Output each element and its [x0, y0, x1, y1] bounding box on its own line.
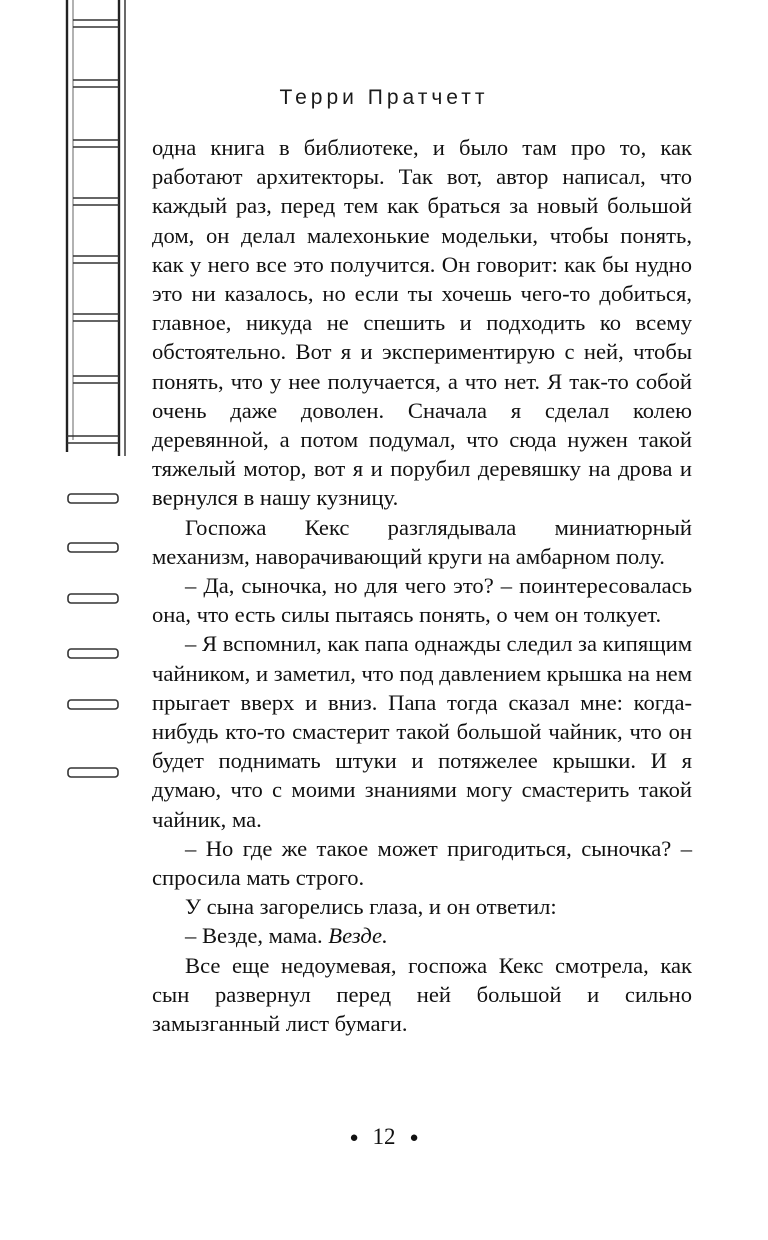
running-head: Терри Пратчетт	[279, 86, 489, 109]
paragraph: одна книга в библиотеке, и было там про то, как работают архитекторы. Так вот, автор написал, что каждый раз, перед тем как браться за новый большой дом, он делал малехонькие модельки, чтобы понять, как у него все это получится. Он говорит: как бы нудно это ни казалось, но если ты хочешь чего-то добиться, главное, никуда не спешить и подходить ко всему обстоятельно. Вот я и экспериментирую с ней, чтобы понять, что у нее получается, а что нет. Я так-то собой очень даже доволен. Сначала я сделал колею деревянной, а потом подумал, что сюда нужен такой тяжелый мотор, вот я и порубил деревяшку на дрова и вернулся в нашу кузницу.	[152, 135, 692, 511]
paragraph: – Да, сыночка, но для чего это? – поинтересовалась она, что есть силы пытаясь понять, о чем он толкует.	[152, 573, 692, 628]
body-text	[152, 133, 692, 1038]
paragraph: Все еще недоумевая, госпожа Кекс смотрела, как сын развернул перед ней большой и сильно замызганный лист бумаги.	[152, 952, 692, 1037]
paragraph: – Но где же такое может пригодиться, сыночка? – спросила мать строго.	[152, 835, 692, 891]
emphasis-text: Везде.	[328, 923, 388, 949]
page-number: 12	[372, 1124, 396, 1149]
ladder-illustration	[0, 0, 140, 800]
paragraph: – Я вспомнил, как папа однажды следил за кипящим чайником, и заметил, что под давлением крышка на нем прыгает вверх и вниз. Папа тогда сказал мне: когда-нибудь кто-то смастерит такой большой чайник, что он будет поднимать штуки и потяжелее крышки. И я думаю, что с моими знаниями могу смастерить такой чайник, ма.	[152, 631, 692, 832]
paragraph: У сына загорелись глаза, и он ответил:	[185, 894, 557, 920]
bullet-icon: ●	[409, 1130, 419, 1147]
paragraph	[152, 921, 692, 950]
page-footer	[0, 1124, 768, 1150]
paragraph: Госпожа Кекс разглядывала миниатюрный механизм, наворачивающий круги на амбарном полу.	[152, 514, 692, 569]
bullet-icon: ●	[349, 1130, 359, 1147]
dialogue-text: – Везде, мама.	[185, 923, 329, 949]
